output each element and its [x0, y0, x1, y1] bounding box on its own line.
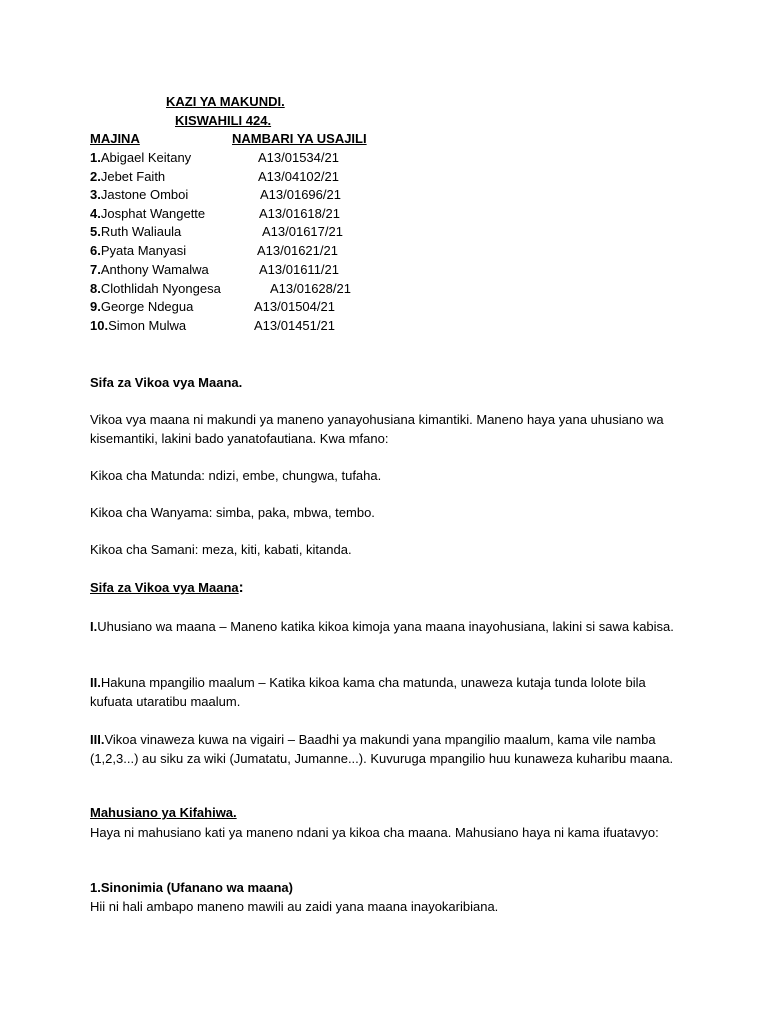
subsection-heading-synonymy: 1.Sinonimia (Ufanano wa maana) [90, 880, 293, 895]
member-name: Simon Mulwa [108, 318, 187, 333]
example-animals: Kikoa cha Wanyama: simba, paka, mbwa, tembo. [90, 505, 375, 520]
member-name: Jebet Faith [100, 169, 166, 184]
member-row [90, 242, 490, 260]
member-number: 10. [90, 318, 109, 333]
column-header-names: MAJINA [90, 131, 140, 146]
characteristic-text: Hakuna mpangilio maalum – Katika kikoa kama cha matunda, unaweza kutaja tunda lolote bila kufuata utaratibu maalum. [90, 675, 646, 709]
member-name: Josphat Wangette [100, 206, 206, 221]
member-row [90, 317, 490, 335]
section-heading: Sifa za Vikoa vya Maana. [90, 375, 243, 390]
member-row [90, 280, 490, 298]
member-name: Abigael Keitany [100, 150, 192, 165]
synonymy-definition: Hii ni hali ambapo maneno mawili au zaidi yana maana inayokaribiana. [90, 899, 499, 914]
section-heading-text: Sifa za Vikoa vya Maana [90, 580, 239, 595]
section-intro-paragraph: Vikoa vya maana ni makundi ya maneno yanayohusiana kimantiki. Maneno haya yana uhusiano wa kisemantiki, lakini bado yanatofautiana. Kwa mfano: [90, 412, 664, 446]
member-name: Pyata Manyasi [100, 243, 187, 258]
column-header-registration: NAMBARI YA USAJILI [232, 131, 367, 146]
member-row [90, 186, 490, 204]
member-registration: A13/01451/21 [254, 318, 335, 333]
characteristic-number: III. [90, 732, 105, 747]
characteristic-number: I. [90, 619, 98, 634]
member-number: 9. [90, 299, 101, 314]
member-registration: A13/01628/21 [270, 281, 351, 296]
section-heading-colon: : [238, 579, 244, 596]
member-name: George Ndegua [100, 299, 194, 314]
member-registration: A13/01611/21 [259, 262, 339, 277]
course-code: KISWAHILI 424. [175, 113, 272, 128]
section-heading-relations: Mahusiano ya Kifahiwa. [90, 805, 237, 820]
member-row [90, 149, 490, 167]
member-number: 2. [90, 169, 101, 184]
member-number: 6. [90, 243, 101, 258]
member-row [90, 223, 490, 241]
characteristic-item [90, 673, 680, 711]
member-registration: A13/01621/21 [257, 243, 338, 258]
member-row [90, 298, 490, 316]
member-name: Ruth Waliaula [100, 224, 182, 239]
member-registration: A13/01618/21 [259, 206, 340, 221]
member-number: 5. [90, 224, 101, 239]
characteristic-item [90, 617, 680, 636]
example-fruits: Kikoa cha Matunda: ndizi, embe, chungwa, tufaha. [90, 468, 382, 483]
characteristic-item [90, 730, 680, 768]
member-registration: A13/01504/21 [254, 299, 335, 314]
example-furniture: Kikoa cha Samani: meza, kiti, kabati, kitanda. [90, 542, 352, 557]
characteristic-number: II. [90, 675, 101, 690]
member-registration: A13/01617/21 [262, 224, 343, 239]
member-number: 3. [90, 187, 101, 202]
member-row [90, 168, 490, 186]
member-row [90, 261, 490, 279]
member-registration: A13/04102/21 [258, 169, 339, 184]
document-title: KAZI YA MAKUNDI. [166, 94, 285, 109]
member-registration: A13/01696/21 [260, 187, 341, 202]
member-registration: A13/01534/21 [258, 150, 339, 165]
member-number: 1. [90, 150, 101, 165]
member-number: 4. [90, 206, 101, 221]
member-name: Jastone Omboi [100, 187, 189, 202]
member-row [90, 205, 490, 223]
member-name: Clothlidah Nyongesa [100, 281, 221, 296]
section-heading-characteristics [90, 580, 244, 596]
relations-intro-paragraph: Haya ni mahusiano kati ya maneno ndani ya kikoa cha maana. Mahusiano haya ni kama ifuatavyo: [90, 825, 659, 840]
characteristic-text: Uhusiano wa maana – Maneno katika kikoa kimoja yana maana inayohusiana, lakini si sawa kabisa. [97, 619, 674, 634]
characteristic-text: Vikoa vinaweza kuwa na vigairi – Baadhi ya makundi yana mpangilio maalum, kama vile namba (1,2,3...) au siku za wiki (Jumatatu, Jumanne...). Kuvuruga mpangilio huu kunaweza kuharibu maana. [90, 732, 674, 766]
member-name: Anthony Wamalwa [100, 262, 209, 277]
member-number: 7. [90, 262, 101, 277]
member-number: 8. [90, 281, 101, 296]
